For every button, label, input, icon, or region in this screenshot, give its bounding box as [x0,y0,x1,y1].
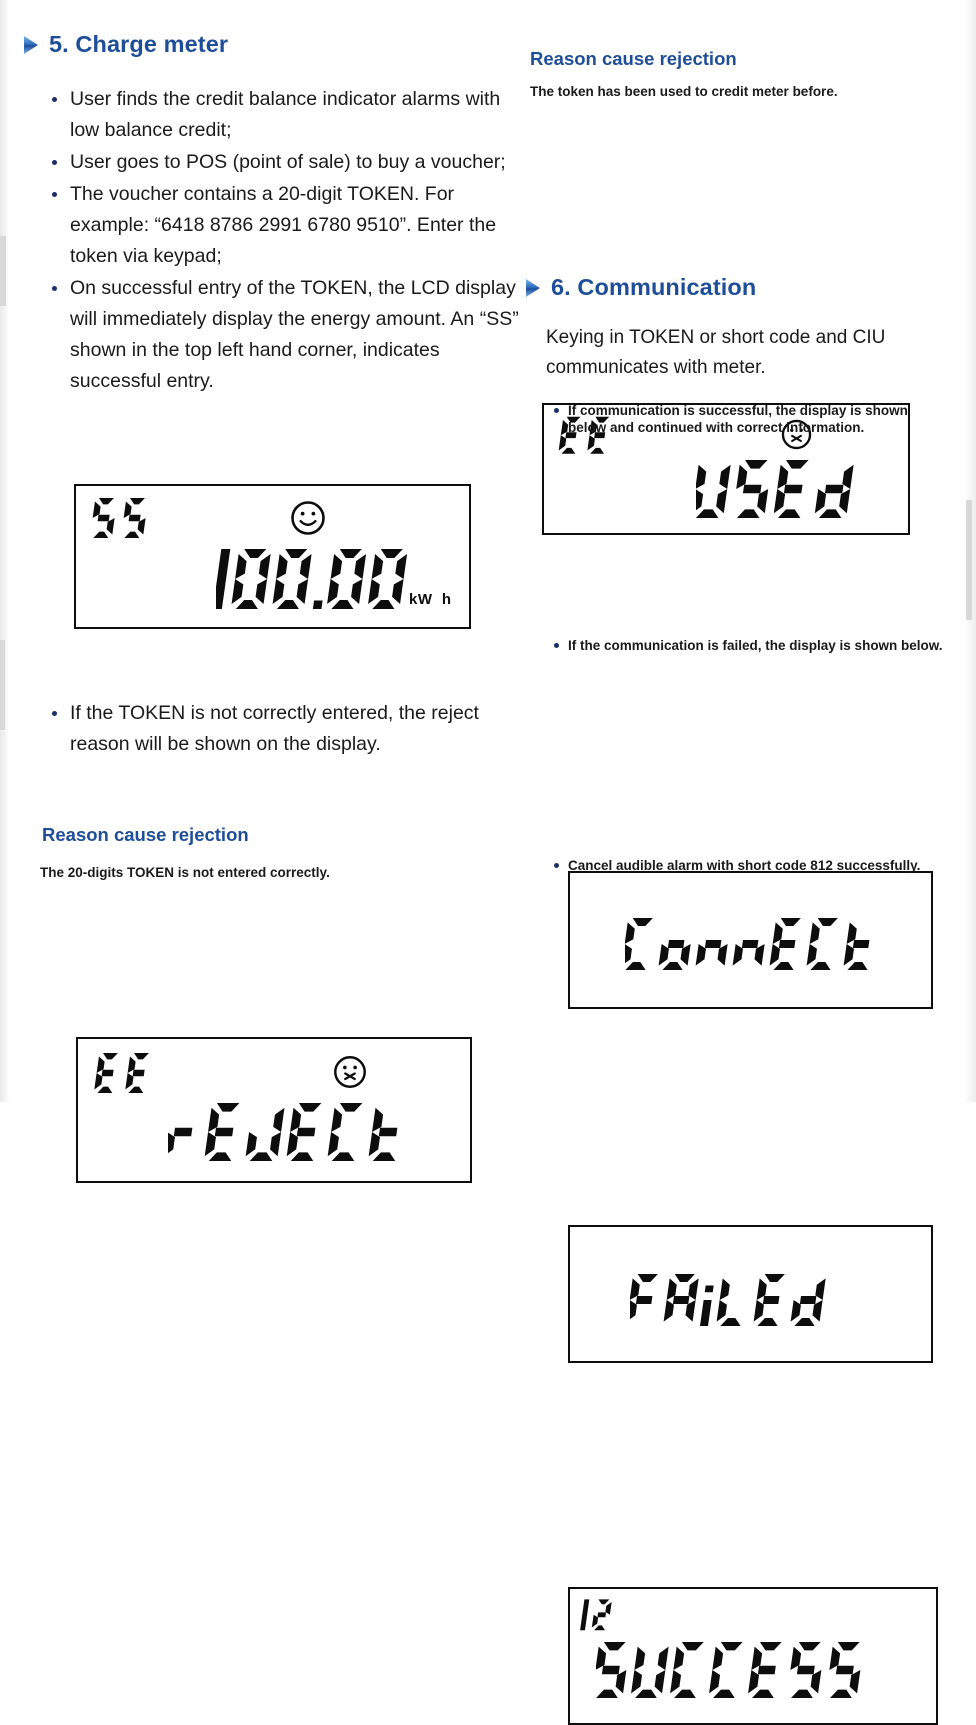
list-item: Cancel audible alarm with short code 812 successfully. [548,857,948,875]
section-title: 5. Charge meter [49,31,229,57]
lcd-value-reject [168,1097,428,1171]
list-item: User goes to POS (point of sale) to buy a voucher; [46,147,522,178]
lcd-status-code-reject [94,1049,158,1103]
section-header-communication [524,275,954,301]
list-item: If the TOKEN is not correctly entered, the reject reason will be shown on the display. [46,698,522,760]
lcd-panel-failed [568,1225,933,1363]
lcd-status-code-success [90,494,154,548]
lcd-units-label: kW h [409,591,452,608]
lcd-panel-connect [568,871,933,1009]
communication-intro: Keying in TOKEN or short code and CIU communicates with meter. [546,326,886,378]
right-column-communication [524,275,954,437]
lcd-value-connect [625,913,890,977]
triangle-right-icon [22,35,40,55]
list-item: The voucher contains a 20-digit TOKEN. For example: “6418 8786 2991 6780 9510”. Enter the token via keypad; [46,179,522,272]
list-item: On successful entry of the TOKEN, the LCD display will immediately display the energy amount. An “SS” shown in the top left hand corner, indicates successful entry. [46,273,522,397]
lcd-value-failed [630,1269,880,1333]
lcd-value-success-word [596,1637,906,1707]
communication-note-3 [548,857,948,875]
right-column [524,48,954,100]
used-heading: Reason cause rejection [530,48,737,69]
scan-edge-left [0,0,10,1102]
reject-note-left: The 20-digits TOKEN is not entered correctly. [40,865,330,881]
communication-note-1 [548,402,943,437]
lcd-panel-reject [76,1037,472,1183]
scan-artifact [0,640,5,730]
list-item: If the communication is failed, the display is shown below. [548,637,948,655]
list-item: User finds the credit balance indicator alarms with low balance credit; [46,84,522,146]
list-item: If communication is successful, the display is shown below and continued with correct information. [548,402,943,437]
left-column-lower [22,698,522,881]
reject-note-list [46,698,522,760]
used-note: The token has been used to credit meter before. [530,84,838,100]
scan-artifact [0,236,6,306]
lcd-value-used [696,455,886,527]
smiley-dead-icon [331,1053,369,1091]
charge-meter-steps [46,84,522,397]
right-column-success-note [524,857,954,875]
triangle-right-icon [524,278,542,298]
lcd-panel-success-code [568,1587,938,1725]
lcd-panel-success [74,484,471,629]
communication-note-2 [548,637,948,655]
section-title: 6. Communication [551,274,757,300]
scan-artifact [966,500,972,620]
section-header-charge-meter [22,32,522,58]
right-column-failed-note [524,637,954,655]
lcd-status-code-812 [580,1595,632,1641]
smiley-happy-icon [288,498,328,538]
reject-heading-left: Reason cause rejection [42,824,249,845]
left-column [22,32,522,398]
